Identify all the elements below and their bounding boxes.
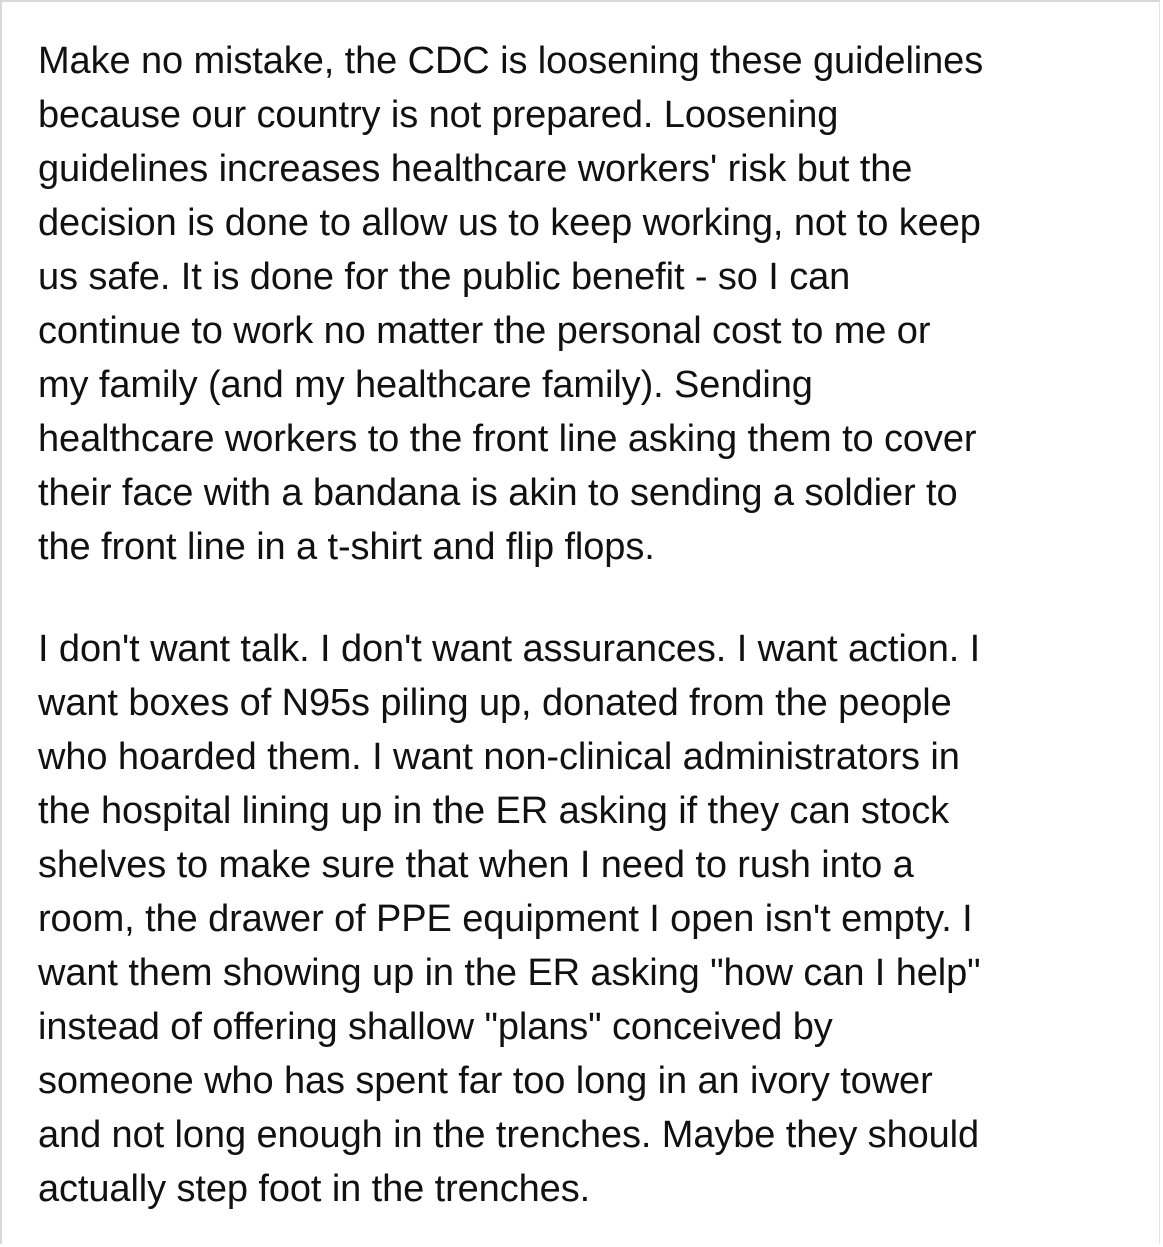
text-line: the front line in a t-shirt and flip flops. xyxy=(38,526,655,568)
text-line: want them showing up in the ER asking "how can I help" xyxy=(38,952,981,994)
text-line: want boxes of N95s piling up, donated from the people xyxy=(38,682,952,724)
text-line: actually step foot in the trenches. xyxy=(38,1168,591,1210)
paragraph-2 xyxy=(38,622,1148,1216)
text-line: room, the drawer of PPE equipment I open isn't empty. I xyxy=(38,898,973,940)
text-line: because our country is not prepared. Loosening xyxy=(38,94,839,136)
text-line: their face with a bandana is akin to sending a soldier to xyxy=(38,472,958,514)
text-line: I don't want talk. I don't want assurances. I want action. I xyxy=(38,628,981,670)
text-line: decision is done to allow us to keep working, not to keep xyxy=(38,202,981,244)
text-line: and not long enough in the trenches. Maybe they should xyxy=(38,1114,980,1156)
text-line: my family (and my healthcare family). Sending xyxy=(38,364,813,406)
text-line: us safe. It is done for the public benefit - so I can xyxy=(38,256,851,298)
text-line: healthcare workers to the front line asking them to cover xyxy=(38,418,977,460)
text-line: Make no mistake, the CDC is loosening these guidelines xyxy=(38,40,984,82)
text-line: the hospital lining up in the ER asking if they can stock xyxy=(38,790,950,832)
text-line: shelves to make sure that when I need to rush into a xyxy=(38,844,914,886)
text-line: instead of offering shallow "plans" conceived by xyxy=(38,1006,833,1048)
text-line: continue to work no matter the personal cost to me or xyxy=(38,310,931,352)
text-line: guidelines increases healthcare workers' risk but the xyxy=(38,148,913,190)
text-line: who hoarded them. I want non-clinical administrators in xyxy=(38,736,960,778)
paragraph-spacer xyxy=(38,574,1148,622)
post-body xyxy=(38,34,1148,1216)
paragraph-1 xyxy=(38,34,1148,574)
text-line: someone who has spent far too long in an ivory tower xyxy=(38,1060,933,1102)
